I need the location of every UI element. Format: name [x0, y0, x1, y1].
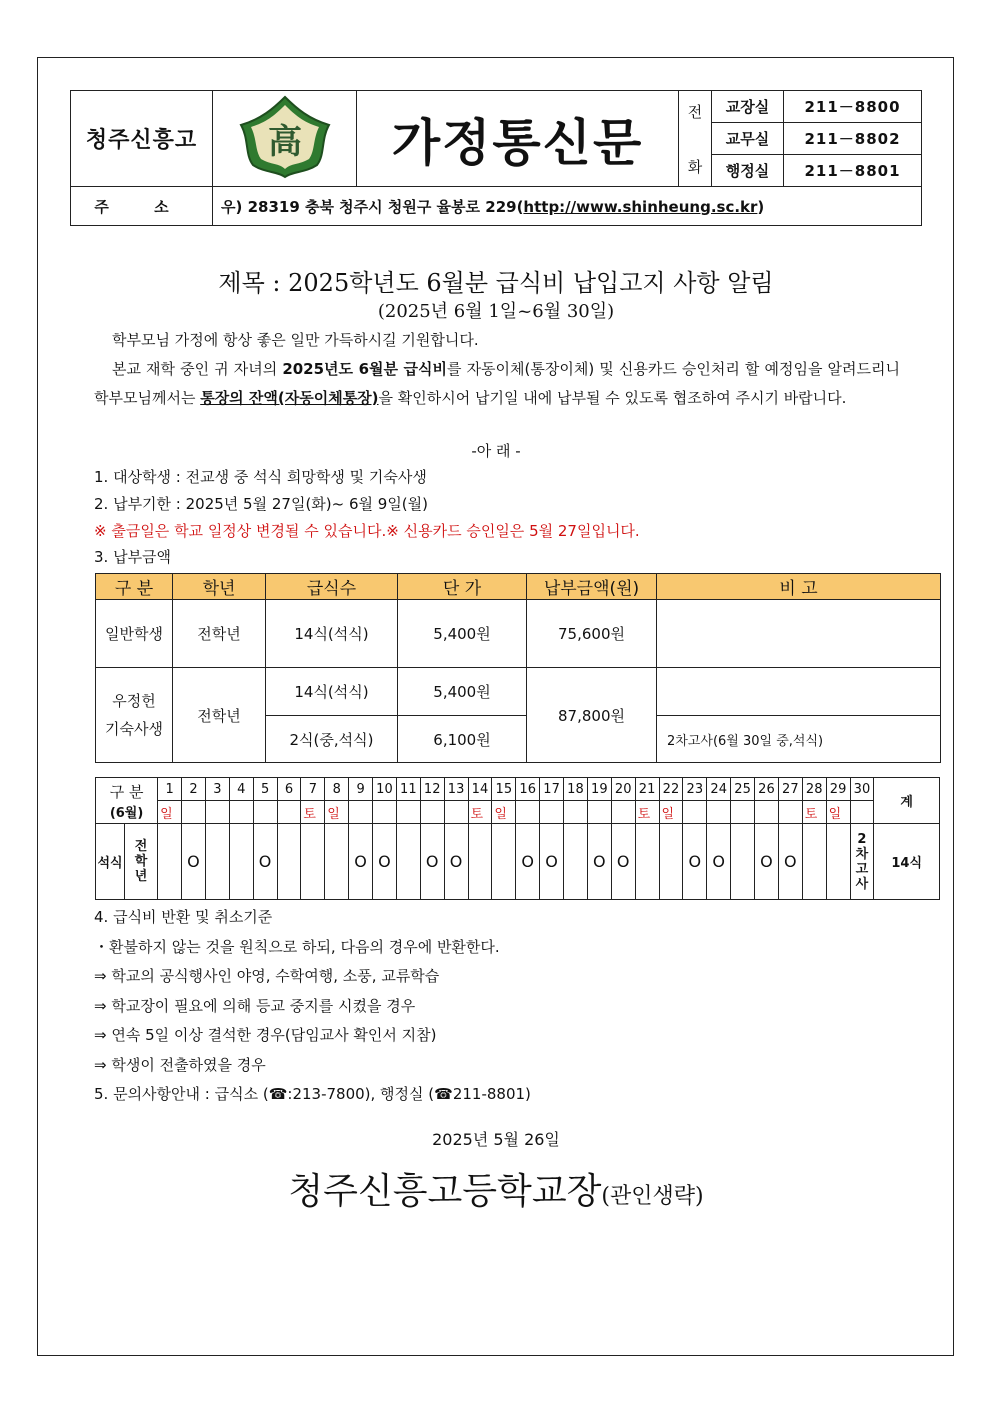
- calendar-meal-mark: [468, 824, 492, 900]
- calendar-weekday: 일: [158, 801, 182, 824]
- address: [213, 187, 922, 226]
- fee-dorm-grade: 전학년: [173, 668, 266, 763]
- refund-heading: 4. 급식비 반환 및 취소기준: [94, 908, 273, 926]
- phone-office-principal: 교장실: [712, 91, 784, 123]
- phone-number-admin: 211－8801: [784, 155, 922, 187]
- calendar-weekday: [349, 801, 373, 824]
- calendar-weekday: 토: [468, 801, 492, 824]
- calendar-day-number: 8: [325, 778, 349, 801]
- calendar-weekday: 일: [492, 801, 516, 824]
- calendar-total: 14식: [874, 824, 940, 900]
- calendar-meal-mark: [277, 824, 301, 900]
- calendar-day-number: 10: [373, 778, 397, 801]
- contact-info: 5. 문의사항안내 : 급식소 (☎:213-7800), 행정실 (☎211-8801): [94, 1085, 531, 1103]
- calendar-meal-mark: [492, 824, 516, 900]
- calendar-meal-mark: [659, 824, 683, 900]
- calendar-day-number: 4: [229, 778, 253, 801]
- meal-calendar-table: [95, 777, 940, 900]
- fee-dorm-total: 87,800원: [527, 668, 657, 763]
- calendar-day-number: 21: [635, 778, 659, 801]
- calendar-meal-mark: O: [516, 824, 540, 900]
- calendar-weekday: [229, 801, 253, 824]
- intro-part-c: 를 자동이체(통장이체) 및 신용카드 승인처리 할 예정임을 알려드리니 학부모님께서는: [94, 360, 900, 407]
- calendar-meal-mark: [396, 824, 420, 900]
- address-close: ): [757, 197, 765, 216]
- refund-case: ⇒ 학교장이 필요에 의해 등교 중지를 시켰을 경우: [94, 996, 416, 1015]
- fee-header-meals: 급식수: [266, 574, 398, 600]
- fee-general-meals: 14식(석식): [266, 600, 398, 668]
- calendar-meal-mark: O: [611, 824, 635, 900]
- calendar-meal-mark: [826, 824, 850, 900]
- calendar-meal-mark: [325, 824, 349, 900]
- calendar-weekday: [516, 801, 540, 824]
- calendar-weekday: [731, 801, 755, 824]
- intro-text: [94, 326, 900, 413]
- calendar-meal-mark: [205, 824, 229, 900]
- phone-office-admin: 행정실: [712, 155, 784, 187]
- calendar-day-number: 6: [277, 778, 301, 801]
- calendar-row-sub-char: 학: [134, 854, 148, 869]
- phone-office-academic: 교무실: [712, 123, 784, 155]
- calendar-day-number: 3: [205, 778, 229, 801]
- fee-dorm-note-1: [657, 668, 941, 716]
- calendar-meal-mark: O: [778, 824, 802, 900]
- calendar-day-number: 23: [683, 778, 707, 801]
- calendar-weekday: 토: [301, 801, 325, 824]
- intro-body: [94, 355, 900, 413]
- calendar-day-number: 26: [755, 778, 779, 801]
- calendar-meal-mark: O: [707, 824, 731, 900]
- calendar-day-number: 17: [540, 778, 564, 801]
- calendar-day-number: 1: [158, 778, 182, 801]
- fee-dorm-category-line1: 우정헌: [112, 692, 156, 710]
- calendar-weekday: 일: [325, 801, 349, 824]
- calendar-day-number: 7: [301, 778, 325, 801]
- calendar-day-number: 5: [253, 778, 277, 801]
- fee-header-price: 단 가: [398, 574, 527, 600]
- calendar-weekday: 토: [802, 801, 826, 824]
- newsletter-title: 가정통신문: [357, 91, 679, 187]
- calendar-day-number: 18: [564, 778, 588, 801]
- school-logo: [213, 91, 357, 187]
- calendar-meal-mark: [301, 824, 325, 900]
- address-label: 주 소: [71, 187, 213, 226]
- calendar-label-month: (6월): [109, 805, 144, 821]
- letterhead: [70, 90, 922, 226]
- calendar-meal-mark: [635, 824, 659, 900]
- calendar-weekday: [683, 801, 707, 824]
- intro-part-d: 통장의 잔액(자동이체통장): [200, 389, 379, 407]
- fee-dorm-price-1: 5,400원: [398, 668, 527, 716]
- calendar-weekday: [253, 801, 277, 824]
- address-text: 우) 28319 충북 청주시 청원구 율봉로 229(: [221, 197, 524, 216]
- calendar-day-number: 14: [468, 778, 492, 801]
- calendar-weekday: 일: [659, 801, 683, 824]
- seal-note: (관인생략): [601, 1184, 704, 1209]
- calendar-day-number: 19: [587, 778, 611, 801]
- calendar-day-number: 25: [731, 778, 755, 801]
- below-heading: -아 래 -: [471, 442, 521, 460]
- calendar-weekday: [611, 801, 635, 824]
- calendar-weekday: [850, 801, 874, 824]
- calendar-weekday: [444, 801, 468, 824]
- calendar-meal-mark: [158, 824, 182, 900]
- calendar-day-number: 20: [611, 778, 635, 801]
- calendar-weekday: [182, 801, 206, 824]
- fee-general-total: 75,600원: [527, 600, 657, 668]
- refund-case: ⇒ 학생이 전출하였을 경우: [94, 1055, 266, 1074]
- intro-part-b: 2025년도 6월분 급식비: [282, 360, 447, 378]
- tel-label: [679, 91, 712, 187]
- calendar-weekday: [755, 801, 779, 824]
- calendar-meal-mark: O: [540, 824, 564, 900]
- greeting: 학부모님 가정에 항상 좋은 일만 가득하시길 기원합니다.: [112, 331, 479, 349]
- school-name: 청주신흥고: [71, 91, 213, 187]
- school-website-link[interactable]: http://www.shinheung.sc.kr: [523, 197, 758, 216]
- fee-dorm-meals-1: 14식(석식): [266, 668, 398, 716]
- document-period: (2025년 6월 1일~6월 30일): [377, 301, 615, 322]
- calendar-weekday: 토: [635, 801, 659, 824]
- fee-general-note: [657, 600, 941, 668]
- tel-label-bottom: 화: [687, 157, 703, 176]
- refund-principle: ・환불하지 않는 것을 원칙으로 하되, 다음의 경우에 반환한다.: [94, 937, 500, 956]
- calendar-row-sub-char: 전: [134, 839, 148, 854]
- calendar-weekday: [373, 801, 397, 824]
- calendar-meal-mark: O: [683, 824, 707, 900]
- calendar-day-number: 29: [826, 778, 850, 801]
- calendar-day-number: 11: [396, 778, 420, 801]
- calendar-weekday: [587, 801, 611, 824]
- calendar-meal-mark: O: [587, 824, 611, 900]
- calendar-meal-mark: O: [755, 824, 779, 900]
- calendar-exam-note-char: 2: [857, 831, 867, 847]
- phone-number-principal: 211－8800: [784, 91, 922, 123]
- tel-label-top: 전: [687, 102, 703, 121]
- fee-general-price: 5,400원: [398, 600, 527, 668]
- calendar-day-number: 28: [802, 778, 826, 801]
- fee-general-category: 일반학생: [96, 600, 173, 668]
- item-deadline: 2. 납부기한 : 2025년 5월 27일(화)~ 6월 9일(월): [94, 495, 429, 513]
- calendar-day-number: 30: [850, 778, 874, 801]
- fee-table: [95, 573, 941, 763]
- calendar-day-number: 13: [444, 778, 468, 801]
- fee-header-grade: 학년: [173, 574, 266, 600]
- calendar-meal-mark: O: [182, 824, 206, 900]
- fee-header-total: 납부금액(원): [527, 574, 657, 600]
- calendar-day-number: 27: [778, 778, 802, 801]
- intro-part-a: 본교 재학 중인 귀 자녀의: [112, 360, 283, 378]
- fee-dorm-price-2: 6,100원: [398, 716, 527, 763]
- calendar-exam-note-char: 고: [855, 861, 869, 877]
- calendar-weekday: [205, 801, 229, 824]
- fee-dorm-note-2: 2차고사(6월 30일 중,석식): [657, 716, 941, 763]
- fee-header-note: 비 고: [657, 574, 941, 600]
- calendar-weekday: [540, 801, 564, 824]
- intro-part-e: 을 확인하시어 납기일 내에 납부될 수 있도록 협조하여 주시기 바랍니다.: [378, 389, 847, 407]
- fee-dorm-meals-2: 2식(중,석식): [266, 716, 398, 763]
- calendar-weekday: 일: [826, 801, 850, 824]
- item-amount-heading: 3. 납부금액: [94, 548, 172, 566]
- calendar-row-label: 석식: [96, 824, 125, 900]
- refund-case: ⇒ 연속 5일 이상 결석한 경우(담임교사 확인서 지참): [94, 1026, 437, 1044]
- refund-case: ⇒ 학교의 공식행사인 야영, 수학여행, 소풍, 교류학습: [94, 967, 440, 985]
- calendar-day-number: 9: [349, 778, 373, 801]
- calendar-exam-note-char: 차: [855, 846, 869, 862]
- issue-date: 2025년 5월 26일: [432, 1130, 560, 1149]
- fee-dorm-category-line2: 기숙사생: [105, 720, 163, 738]
- calendar-corner-label: [96, 778, 158, 824]
- signature: [0, 1163, 992, 1214]
- calendar-meal-mark: O: [444, 824, 468, 900]
- principal-title: 청주신흥고등학교장: [288, 1171, 602, 1212]
- school-emblem-icon: [237, 95, 333, 179]
- fee-general-grade: 전학년: [173, 600, 266, 668]
- document-title: 제목 : 2025학년도 6월분 급식비 납입고지 사항 알림: [218, 269, 774, 297]
- fee-header-category: 구 분: [96, 574, 173, 600]
- refund-section: [94, 903, 900, 1110]
- fee-dorm-category: [96, 668, 173, 763]
- calendar-day-number: 15: [492, 778, 516, 801]
- calendar-weekday: [778, 801, 802, 824]
- phone-number-academic: 211－8802: [784, 123, 922, 155]
- calendar-meal-mark: [731, 824, 755, 900]
- calendar-exam-note: [850, 824, 874, 900]
- calendar-meal-mark: O: [253, 824, 277, 900]
- calendar-row-sub: [125, 824, 158, 900]
- calendar-meal-mark: [802, 824, 826, 900]
- calendar-day-number: 16: [516, 778, 540, 801]
- calendar-row-sub-char: 년: [134, 869, 148, 884]
- calendar-weekday: [277, 801, 301, 824]
- calendar-meal-mark: [229, 824, 253, 900]
- calendar-label-top: 구 분: [109, 782, 144, 801]
- item-notice: ※ 출금일은 학교 일정상 변경될 수 있습니다.※ 신용카드 승인일은 5월 27일입니다.: [94, 522, 640, 540]
- calendar-weekday: [564, 801, 588, 824]
- calendar-day-number: 2: [182, 778, 206, 801]
- calendar-weekday: [396, 801, 420, 824]
- calendar-day-number: 24: [707, 778, 731, 801]
- calendar-meal-mark: O: [373, 824, 397, 900]
- calendar-total-label: 계: [874, 778, 940, 824]
- calendar-meal-mark: O: [420, 824, 444, 900]
- calendar-meal-mark: [564, 824, 588, 900]
- calendar-weekday: [420, 801, 444, 824]
- calendar-meal-mark: O: [349, 824, 373, 900]
- calendar-day-number: 22: [659, 778, 683, 801]
- calendar-exam-note-char: 사: [855, 876, 869, 892]
- calendar-day-number: 12: [420, 778, 444, 801]
- item-target: 1. 대상학생 : 전교생 중 석식 희망학생 및 기숙사생: [94, 468, 427, 486]
- calendar-weekday: [707, 801, 731, 824]
- svg-text:高: 高: [267, 121, 302, 162]
